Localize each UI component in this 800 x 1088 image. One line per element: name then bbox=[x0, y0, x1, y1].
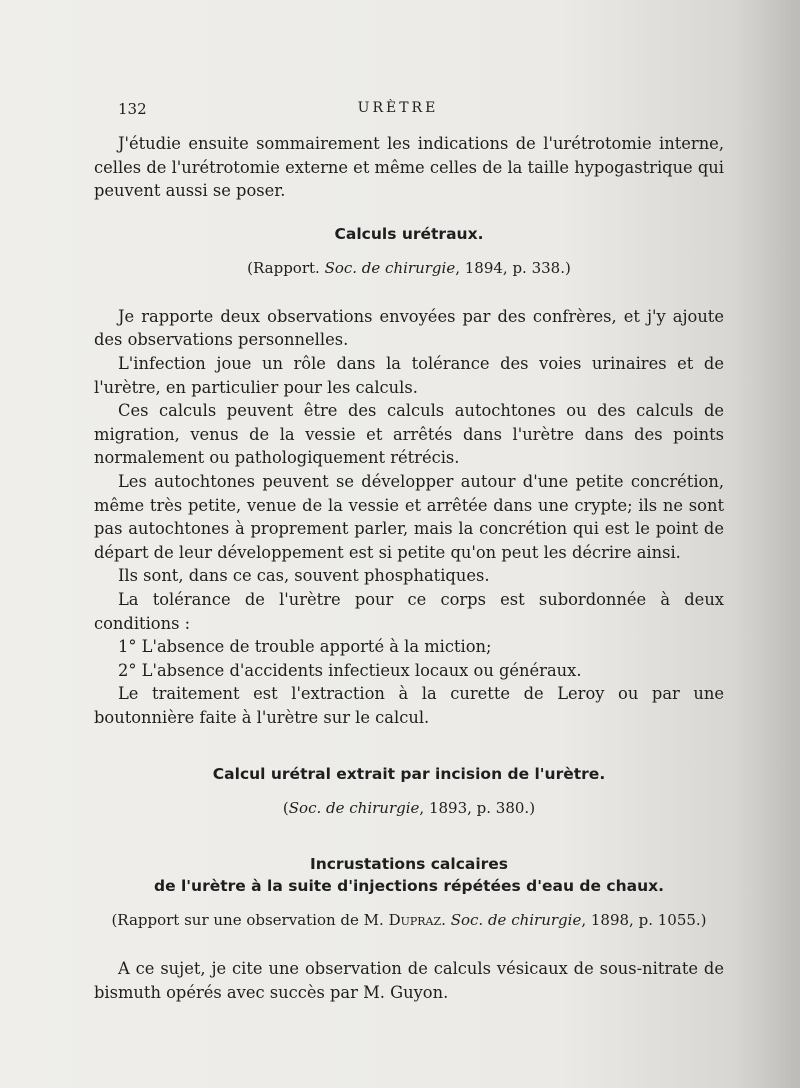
section-reference-calculs bbox=[94, 257, 724, 279]
paragraph: Le traitement est l'extraction à la curette de Leroy ou par une boutonnière faite à l'urètre sur le calcul. bbox=[94, 684, 724, 727]
reference-prefix: ( bbox=[282, 799, 289, 818]
reference-suffix: , 1898, p. 1055.) bbox=[581, 911, 707, 930]
reference-author: Dupraz bbox=[388, 911, 442, 930]
paragraph: L'infection joue un rôle dans la tolérance des voies urinaires et de l'urètre, en particulier pour les calculs. bbox=[94, 353, 724, 397]
reference-middle: . bbox=[441, 911, 451, 930]
section-title-calculs: Calculs urétraux. bbox=[334, 224, 484, 243]
reference-journal: Soc. de chirurgie bbox=[324, 258, 456, 277]
paragraph: Ils sont, dans ce cas, souvent phosphatiques. bbox=[118, 566, 490, 586]
paragraph: Ces calculs peuvent être des calculs autochtones ou des calculs de migration, venus de la vessie et arrêtés dans l'urètre dans des points normalement ou pathologiquement rétrécis. bbox=[94, 401, 724, 468]
page-body bbox=[94, 132, 724, 1005]
closing-paragraph: A ce sujet, je cite une observation de calculs vésicaux de sous-nitrate de bismuth opérés avec succès par M. Guyon. bbox=[94, 959, 724, 1003]
intro-paragraph: J'étudie ensuite sommairement les indications de l'urétrotomie interne, celles de l'urétrotomie externe et même celles de la taille hypogastrique qui peuvent aussi se poser. bbox=[94, 134, 724, 201]
section-reference-calcul-extrait bbox=[94, 797, 724, 819]
reference-journal: Soc. de chirurgie bbox=[288, 799, 420, 818]
reference-journal: Soc. de chirurgie bbox=[450, 911, 582, 930]
section-title-calcul-extrait: Calcul urétral extrait par incision de l'urètre. bbox=[212, 765, 606, 784]
reference-prefix: (Rapport sur une observation de M. bbox=[111, 911, 389, 930]
reference-prefix: (Rapport. bbox=[247, 258, 325, 277]
reference-suffix: , 1894, p. 338.) bbox=[455, 258, 571, 277]
running-title: URÈTRE bbox=[357, 100, 439, 116]
section-title-incrustations-line2: de l'urètre à la suite d'injections répétées d'eau de chaux. bbox=[153, 877, 665, 896]
reference-suffix: , 1893, p. 380.) bbox=[419, 799, 536, 818]
page-number: 132 bbox=[118, 100, 147, 118]
section-title-incrustations-line1: Incrustations calcaires bbox=[309, 855, 509, 874]
paragraph: Je rapporte deux observations envoyées par des confrères, et j'y ajoute des observations personnelles. bbox=[94, 306, 724, 350]
list-item: 1° L'absence de trouble apporté à la miction; bbox=[118, 637, 492, 657]
paragraph: La tolérance de l'urètre pour ce corps est subordonnée à deux conditions : bbox=[94, 589, 724, 633]
list-item: 2° L'absence d'accidents infectieux locaux ou généraux. bbox=[118, 660, 582, 680]
paragraph: Les autochtones peuvent se développer autour d'une petite concrétion, même très petite, venue de la vessie et arrêtée dans une crypte; ils ne sont pas autochtones à proprement parler, mais la concrétion qui est le point de départ de leur développement est si petite qu'on peut les décrire ainsi. bbox=[94, 471, 724, 562]
section-reference-incrustations bbox=[94, 909, 724, 931]
page-header bbox=[118, 100, 718, 124]
